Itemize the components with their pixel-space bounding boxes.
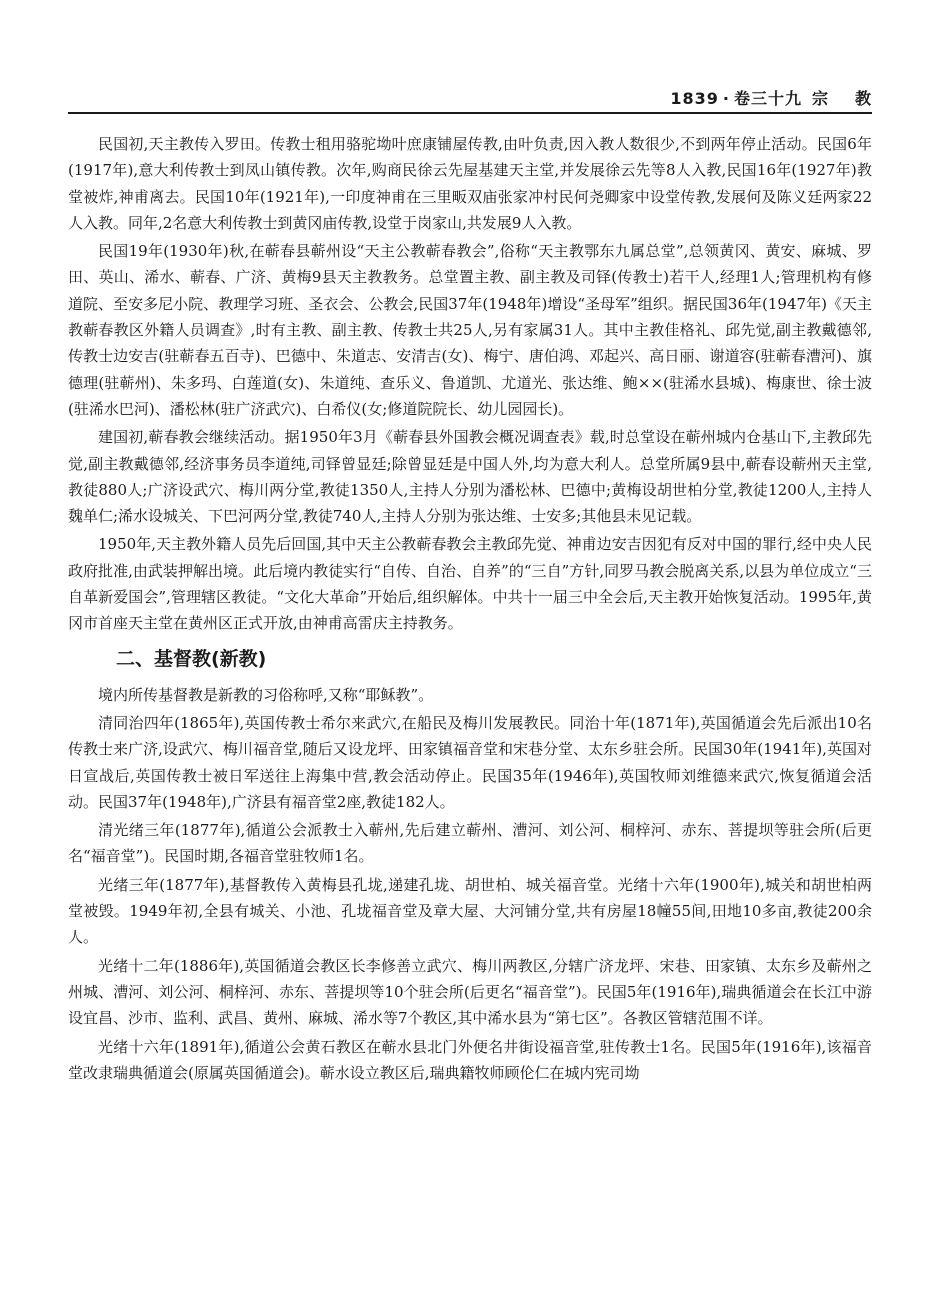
paragraph: 民国初,天主教传入罗田。传教士租用骆驼坳叶庶康铺屋传教,由叶负责,因入教人数很少,不到两年停止活动。民国6年(1917年),意大利传教士到凤山镇传教。次年,购商民徐云先屋基建天主堂,并发展徐云先等8人入教,民国16年(1927年)教堂被炸,神甫离去。民国10年(1921年),一印度神甫在三里畈双庙张家冲村民何尧卿家中设堂传教,发展何及陈义廷两家22人入教。同年,2名意大利传教士到黄冈庙传教,设堂于岗家山,共发展9人入教。 — [68, 135, 872, 232]
page-body — [68, 131, 872, 1088]
paragraph: 光绪三年(1877年),基督教传入黄梅县孔垅,递建孔垅、胡世柏、城关福音堂。光绪十六年(1900年),城关和胡世柏两堂被毁。1949年初,全县有城关、小池、孔垅福音堂及章大屋、大河铺分堂,共有房屋18幢55间,田地10多亩,教徒200余人。 — [68, 875, 872, 947]
paragraph: 建国初,蕲春教会继续活动。据1950年3月《蕲春县外国教会概况调查表》载,时总堂设在蕲州城内仓基山下,主教邱先觉,副主教戴德邻,经济事务员李道纯,司铎曾显廷;除曾显廷是中国人外,均为意大利人。总堂所属9县中,蕲春设蕲州天主堂,教徒880人;广济设武穴、梅川两分堂,教徒1350人,主持人分别为潘松林、巴德中;黄梅设胡世柏分堂,教徒1200人,主持人魏单仁;浠水设城关、下巴河两分堂,教徒740人,主持人分别为张达维、士安多;其他县未见记载。 — [68, 428, 872, 526]
paragraph: 境内所传基督教是新教的习俗称呼,又称“耶稣教”。 — [98, 685, 434, 704]
header-separator: · — [722, 89, 730, 108]
section-char-2: 教 — [854, 89, 872, 108]
paragraph: 清光绪三年(1877年),循道公会派教士入蕲州,先后建立蕲州、漕河、刘公河、桐梓河、赤东、菩提坝等驻会所(后更名“福音堂”)。民国时期,各福音堂驻牧师1名。 — [68, 821, 872, 866]
paragraph: 光绪十六年(1891年),循道公会黄石教区在蕲水县北门外便名井街设福音堂,驻传教士1名。民国5年(1916年),该福音堂改隶瑞典循道会(原属英国循道会)。蕲水设立教区后,瑞典籍牧师顾伦仁在城内宪司坳 — [68, 1037, 872, 1082]
section-heading: 二、基督教(新教) — [116, 647, 267, 670]
running-header — [68, 90, 872, 114]
paragraph: 清同治四年(1865年),英国传教士希尔来武穴,在船民及梅川发展教民。同治十年(1871年),英国循道会先后派出10名传教士来广济,设武穴、梅川福音堂,随后又设龙坪、田家镇福音堂和宋巷分堂、太东乡驻会所。民国30年(1941年),英国对日宣战后,英国传教士被日军送往上海集中营,教会活动停止。民国35年(1946年),英国牧师刘维德来武穴,恢复循道会活动。民国37年(1948年),广济县有福音堂2座,教徒182人。 — [68, 713, 872, 811]
paragraph: 1950年,天主教外籍人员先后回国,其中天主公教蕲春教会主教邱先觉、神甫边安吉因犯有反对中国的罪行,经中央人民政府批准,由武装押解出境。此后境内教徒实行“自传、自治、自养”的“三自”方针,同罗马教会脱离关系,以县为单位成立“三自革新爱国会”,管理辖区教徒。“文化大革命”开始后,组织解体。中共十一届三中全会后,天主教开始恢复活动。1995年,黄冈市首座天主堂在黄州区正式开放,由神甫高雷庆主持教务。 — [68, 535, 872, 633]
paragraph: 民国19年(1930年)秋,在蕲春县蕲州设“天主公教蕲春教会”,俗称“天主教鄂东九属总堂”,总领黄冈、黄安、麻城、罗田、英山、浠水、蕲春、广济、黄梅9县天主教教务。总堂置主教、副主教及司铎(传教士)若干人,经理1人;管理机构有修道院、至安多尼小院、教理学习班、圣衣会、公教会,民国37年(1948年)增设“圣母军”组织。据民国36年(1947年)《天主教蕲春教区外籍人员调查》,时有主教、副主教、传教士共25人,另有家属31人。其中主教佳格礼、邱先觉,副主教戴德邻,传教士边安吉(驻蕲春五百寺)、巴德中、朱道志、安清吉(女)、梅宁、唐伯鸿、邓起兴、高日丽、谢道容(驻蕲春漕河)、旗德理(驻蕲州)、朱多玛、白莲道(女)、朱道纯、查乐义、鲁道凯、尤道光、张达维、鲍××(驻浠水县城)、梅康世、徐士波(驻浠水巴河)、潘松林(驻广济武穴)、白希仪(女;修道院院长、幼儿园园长)。 — [68, 242, 872, 418]
section-char-1: 宗 — [811, 89, 829, 108]
paragraph: 光绪十二年(1886年),英国循道会教区长李修善立武穴、梅川两教区,分辖广济龙坪、宋巷、田家镇、太东乡及蕲州之州城、漕河、刘公河、桐梓河、赤东、菩提坝等10个驻会所(后更名“福音堂”)。民国5年(1916年),瑞典循道会在长江中游设宜昌、沙市、监利、武昌、黄州、麻城、浠水等7个教区,其中浠水县为“第七区”。各教区管辖范围不详。 — [68, 956, 872, 1028]
volume-label: 卷三十九 — [733, 89, 802, 108]
page-number: 1839 — [670, 89, 719, 108]
